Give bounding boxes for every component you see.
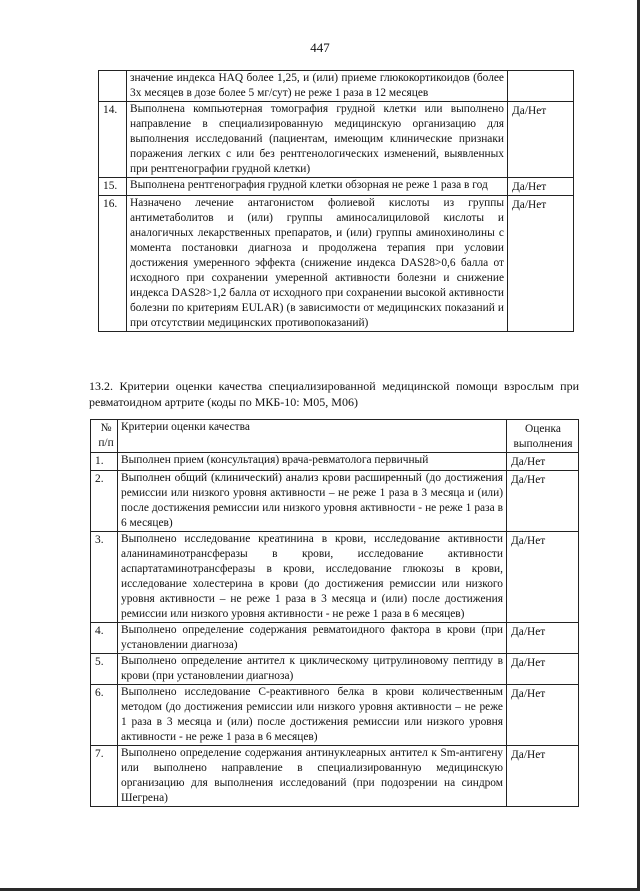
criteria-text: Выполнено определение содержания ревматоидного фактора в крови (при установлении диагноза) xyxy=(118,623,507,654)
table-row xyxy=(91,532,579,623)
row-number: 2. xyxy=(91,471,118,532)
criteria-text: Назначено лечение антагонистом фолиевой кислоты из группы антиметаболитов и (или) группы аминосалициловой кислоты и аналогичных лекарственных препаратов, и (или) группы аминохинолины с момента постановки диагноза и продолжена терапия при условии достижения умеренного эффекта (снижение индекса DAS28>0,6 балла от исходного при сохранении умеренной активности болезни и снижение индекса DAS28>1,2 балла от исходного при сохранении высокой активности болезни по критериям EULAR) (в зависимости от медицинских показаний и при отсутствии медицинских противопоказаний) xyxy=(127,196,508,332)
row-number: 4. xyxy=(91,623,118,654)
criteria-text: Выполнено исследование креатинина в крови, исследование активности аланинаминотрансферазы в крови, исследование активности аспартатаминотрансферазы в крови, исследование глюкозы в крови, исследование холестерина в крови (до достижения ремиссии или низкого уровня активности – не реже 1 раза в 3 месяца и (или) после достижения ремиссии или низкого уровня активности - не реже 1 раза в 6 месяцев) xyxy=(118,532,507,623)
row-number: 5. xyxy=(91,654,118,685)
table-row xyxy=(91,471,579,532)
table-row xyxy=(99,196,574,332)
column-header-criteria: Критерии оценки качества xyxy=(118,420,507,453)
column-header-number: № п/п xyxy=(91,420,118,453)
row-number: 15. xyxy=(99,178,127,196)
result-cell: Да/Нет xyxy=(507,685,579,746)
row-number: 14. xyxy=(99,102,127,178)
criteria-text: Выполнен общий (клинический) анализ крови расширенный (до достижения ремиссии или низкого уровня активности – не реже 1 раза в 3 месяца и (или) после достижения ремиссии или низкого уровня активности - не реже 1 раза в 6 месяцев) xyxy=(118,471,507,532)
table-row xyxy=(91,453,579,471)
result-cell: Да/Нет xyxy=(507,623,579,654)
row-number: 6. xyxy=(91,685,118,746)
criteria-text: Выполнено исследование С-реактивного белка в крови количественным методом (до достижения ремиссии или низкого уровня активности – не реже 1 раза в 3 месяца и (или) после достижения ремиссии или низкого уровня активности - не реже 1 раза в 6 месяцев) xyxy=(118,685,507,746)
criteria-text: значение индекса HAQ более 1,25, и (или) приеме глюкокортикоидов (более 3х месяцев в дозе более 5 мг/сут) не реже 1 раза в 12 месяцев xyxy=(127,71,508,102)
row-number: 1. xyxy=(91,453,118,471)
result-cell: Да/Нет xyxy=(507,453,579,471)
table-row xyxy=(99,102,574,178)
row-number: 16. xyxy=(99,196,127,332)
criteria-text: Выполнена рентгенография грудной клетки обзорная не реже 1 раза в год xyxy=(127,178,508,196)
result-cell xyxy=(508,71,574,102)
section-caption: 13.2. Критерии оценки качества специализированной медицинской помощи взрослым при ревматоидном артрите (коды по МКБ-10: М05, М06) xyxy=(89,379,579,409)
table-row xyxy=(91,654,579,685)
criteria-table-continued xyxy=(98,70,574,332)
criteria-text: Выполнено определение содержания антинуклеарных антител к Sm-антигену или выполнено направление в специализированную медицинскую организацию для выполнения исследований (при подозрении на синдром Шегрена) xyxy=(118,746,507,807)
result-cell: Да/Нет xyxy=(508,102,574,178)
row-number xyxy=(99,71,127,102)
table-row xyxy=(91,685,579,746)
result-cell: Да/Нет xyxy=(507,654,579,685)
table-row xyxy=(99,71,574,102)
column-header-result: Оценка выполнения xyxy=(507,420,579,453)
table-header-row xyxy=(91,420,579,453)
page-number: 447 xyxy=(310,40,330,55)
criteria-table xyxy=(90,419,579,807)
table-row xyxy=(91,623,579,654)
criteria-text: Выполнен прием (консультация) врача-ревматолога первичный xyxy=(118,453,507,471)
result-cell: Да/Нет xyxy=(508,178,574,196)
result-cell: Да/Нет xyxy=(507,746,579,807)
criteria-text: Выполнена компьютерная томография грудной клетки или выполнено направление в специализированную медицинскую организацию для выполнения исследований (пациентам, имеющим клинические признаки поражения легких с или без рентгенологических изменений, выявленных при рентгенографии грудной клетки) xyxy=(127,102,508,178)
row-number: 3. xyxy=(91,532,118,623)
result-cell: Да/Нет xyxy=(508,196,574,332)
criteria-text: Выполнено определение антител к циклическому цитрулиновому пептиду в крови (при установлении диагноза) xyxy=(118,654,507,685)
table-row xyxy=(91,746,579,807)
result-cell: Да/Нет xyxy=(507,532,579,623)
result-cell: Да/Нет xyxy=(507,471,579,532)
row-number: 7. xyxy=(91,746,118,807)
table-row xyxy=(99,178,574,196)
